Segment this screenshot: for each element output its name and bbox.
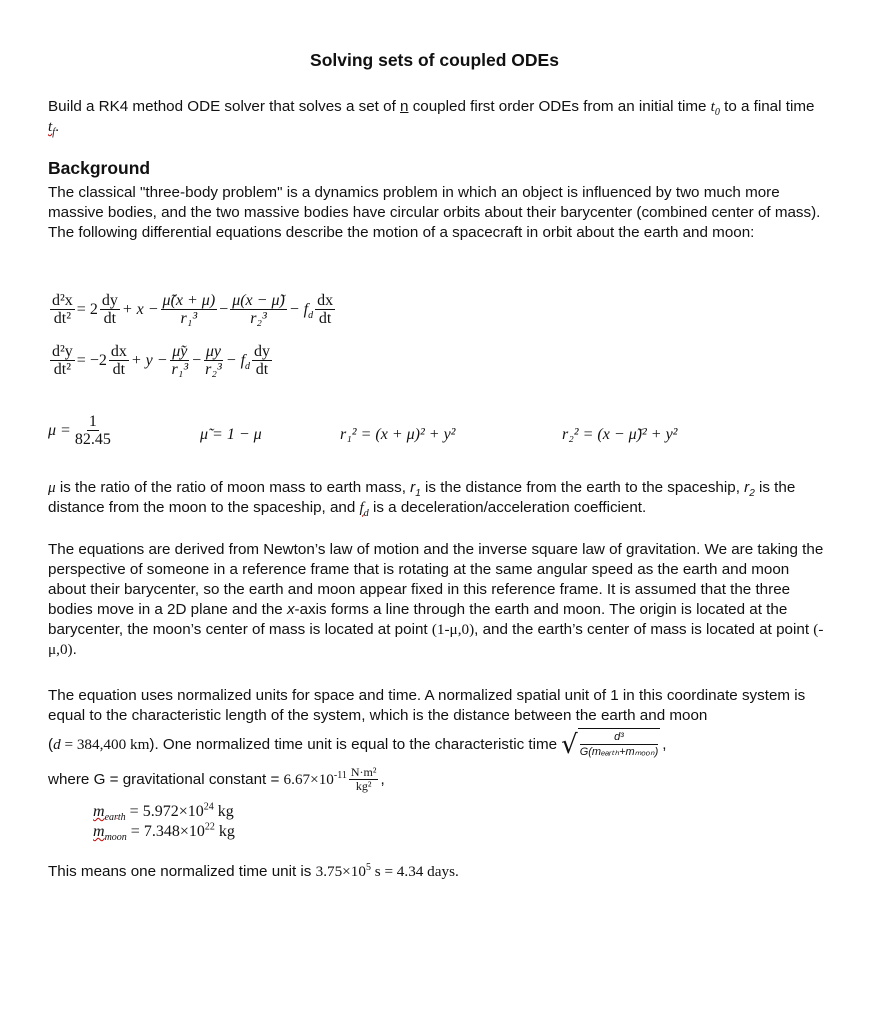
mu-definition: μ = $\frac{1}{82.45}$ (48, 413, 111, 448)
variables-paragraph: μ is the ratio of the ratio of moon mass to earth mass, $r_1$ is the distance from the earth to the spaceship, $r_2$ is the distance from the moon to the spaceship, and $f_d$ is a deceleration/acceleration coefficient. (48, 479, 796, 520)
n-variable: n (400, 98, 409, 115)
r1-definition: r₁² = (x + μ)² + y² (340, 426, 456, 443)
eq2-lhs: $\frac{\text{d²y}}{\text{dt²}}$ (52, 343, 73, 378)
characteristic-time-formula: √ d³ G(mₑₐᵣₜₕ+mₘₒₒₙ) (561, 730, 659, 760)
units-paragraph: The equation uses normalized units for space and time. A normalized spatial unit of 1 in this coordinate system is equal to the characteristic length of the system, which is the distance between the earth and moon (48, 687, 806, 724)
moon-mass-line: $m_{moon} = 7.348\times 10^{22}$ kg (93, 821, 235, 844)
background-paragraph: The classical "three-body problem" is a dynamics problem in which an object is influenced by two much more massive bodies, and the two massive bodies have circular orbits about their barycenter (combined center of mass). The following differential equations describe the motion of a spacecraft in orbit about the earth and moon: (48, 184, 821, 241)
intro-text-3: to a final time (719, 98, 815, 115)
t0-variable: $t_0$ (710, 98, 720, 119)
equation-x: $\frac{\text{d²x}}{\text{dt²}}$ = 2 $\frac{dy}{dt}$ + x − $\frac{\mũ(x + \mu)}{\text{r₁³}}$ − $\frac{\mu(x - \mũ)}{\text{r₂³}}$ − $f_d$ $\frac{dx}{dt}$ (52, 292, 334, 327)
r2-definition: r₂² = (x − μ̃)² + y² (562, 426, 678, 443)
equation-y: $\frac{\text{d²y}}{\text{dt²}}$ = −2 $\frac{dx}{dt}$ + y − $\frac{\mũy}{\text{r₁³}}$ − $\frac{\mu y}{\text{r₂³}}$ − $f_d$ $\frac{dy}{dt}$ (52, 343, 271, 378)
earth-mass-line: $m_{earth} = 5.972\times 10^{24}$ kg (93, 801, 234, 824)
intro-paragraph: Build a RK4 method ODE solver that solves a set of n coupled first order ODEs from an initial time $t_0$ to a final time $t_f$. (48, 98, 815, 139)
final-line: This means one normalized time unit is $3.75\times 10^5$ s = 4.34 days. (48, 861, 459, 880)
tf-variable: $t_f$ (48, 118, 56, 139)
intro-text-2: coupled first order ODEs from an initial time (408, 98, 711, 115)
derivation-paragraph: The equations are derived from Newton’s law of motion and the inverse square law of gravitation. We are taking the perspective of someone in a reference frame that is rotating at the same angular speed as the earth and moon about their barycenter, so the earth and moon appear fixed in this reference frame. It is assumed that the three bodies move in a 2D plane and the x-axis forms a line through the earth and moon. The origin is located at the barycenter, the moon’s center of mass is located at point (1-μ,0), and the earth’s center of mass is located at point (-μ,0). (48, 541, 824, 658)
d-value: = 384,400 km (60, 736, 150, 753)
gravity-unit: $\frac{\text{N·m²}}{\text{kg²}}$ (350, 765, 377, 793)
gravitational-constant-line: where G = gravitational constant = $6.67\times 10^{-11}$ $\frac{\text{N·m²}}{\text{kg²}}$ , (48, 765, 385, 793)
eq1-lhs: $\frac{\text{d²x}}{\text{dt²}}$ (52, 292, 73, 327)
characteristic-time-line: ( d = 384,400 km ). One normalized time unit is equal to the characteristic time √ d³ G(mₑₐᵣₜₕ+mₘₒₒₙ) , (48, 730, 667, 760)
intro-text-1: Build a RK4 method ODE solver that solves a set of (48, 98, 401, 115)
page-title: Solving sets of coupled ODEs (310, 50, 559, 70)
mutilde-definition: μ̃ = 1 − μ (200, 426, 262, 443)
background-heading: Background (48, 158, 151, 178)
